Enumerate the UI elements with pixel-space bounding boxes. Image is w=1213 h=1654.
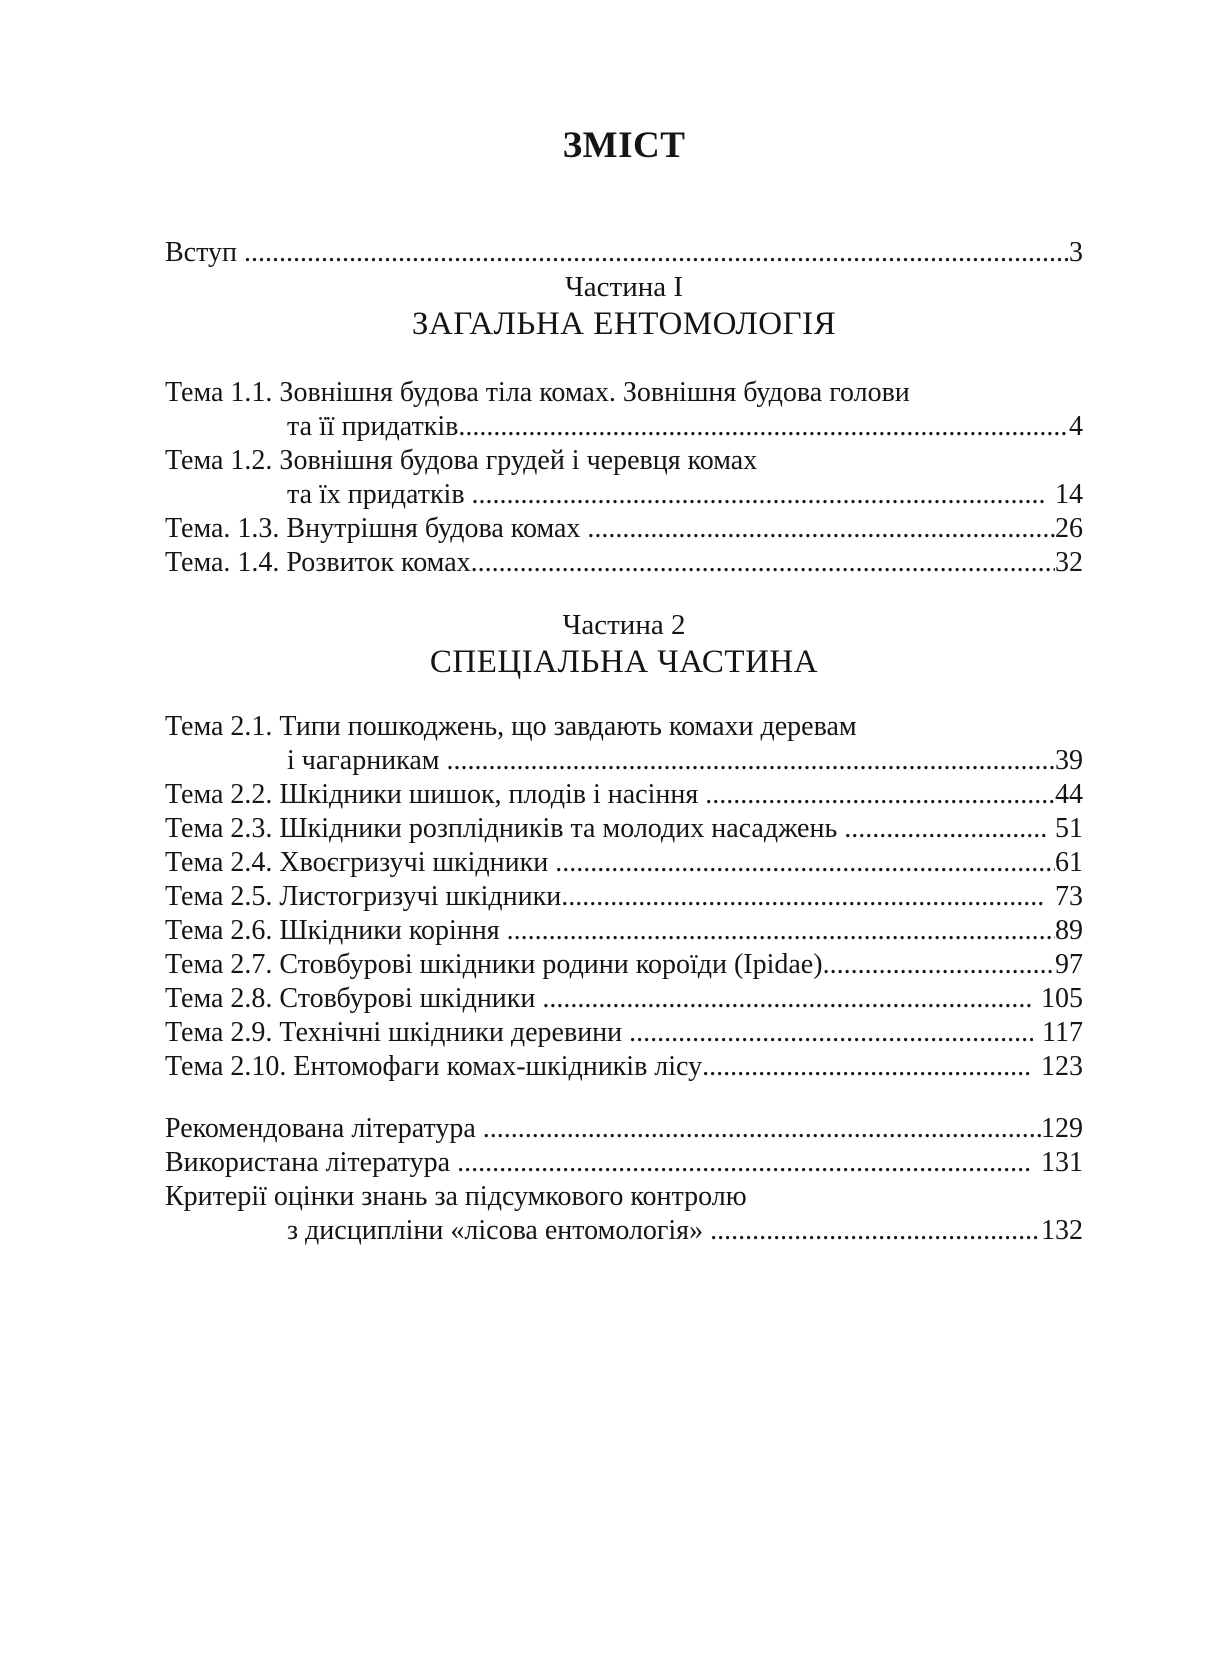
dot-leader bbox=[587, 512, 1055, 546]
toc-entry bbox=[165, 410, 1083, 444]
dot-leader bbox=[629, 1016, 1033, 1050]
spacer bbox=[165, 1084, 1083, 1112]
toc-entry bbox=[165, 948, 1083, 982]
dot-leader bbox=[844, 812, 1046, 846]
page-number: 32 bbox=[1055, 547, 1083, 578]
toc-entry bbox=[165, 744, 1083, 778]
toc-entry bbox=[165, 512, 1083, 546]
toc-entry-text: Тема. 1.3. Внутрішня будова комах bbox=[165, 513, 588, 544]
toc-entry bbox=[165, 546, 1083, 580]
section-heading: СПЕЦІАЛЬНА ЧАСТИНА bbox=[429, 644, 819, 680]
page-number: 3 bbox=[1069, 237, 1083, 268]
toc-entry-text: з дисципліни «лісова ентомологія» bbox=[287, 1215, 711, 1246]
toc-entry-line: Критерії оцінки знань за підсумкового контролю bbox=[165, 1181, 747, 1212]
page-number: 26 bbox=[1055, 513, 1083, 544]
toc-entry bbox=[165, 1214, 1083, 1248]
toc-entry bbox=[165, 982, 1083, 1016]
spacer bbox=[165, 344, 1083, 376]
page-number: 4 bbox=[1069, 411, 1083, 442]
toc-entry bbox=[165, 846, 1083, 880]
toc-entry-text: Тема. 1.4. Розвиток комах bbox=[165, 547, 471, 578]
dot-leader bbox=[702, 1050, 1032, 1084]
page-number: 61 bbox=[1055, 847, 1083, 878]
toc-content bbox=[165, 126, 1083, 1248]
toc-entry-text: Тема 2.2. Шкідники шишок, плодів і насіння bbox=[165, 779, 706, 810]
spacer bbox=[165, 682, 1083, 710]
toc-entry-line: Тема 1.2. Зовнішня будова грудей і черевця комах bbox=[165, 445, 758, 476]
page-number: 44 bbox=[1055, 779, 1083, 810]
toc-entry bbox=[165, 1112, 1083, 1146]
page-number: 51 bbox=[1055, 813, 1083, 844]
page-number: 89 bbox=[1055, 915, 1083, 946]
toc-entry-text: Тема 2.8. Стовбурові шкідники bbox=[165, 983, 543, 1014]
toc-entry-text: Тема 2.7. Стовбурові шкідники родини короїди (Ipidae) bbox=[165, 949, 823, 980]
toc-entry bbox=[165, 778, 1083, 812]
dot-leader bbox=[244, 236, 1069, 270]
toc-entry-text: та її придатків bbox=[287, 411, 459, 442]
toc-entry-text: та їх придатків bbox=[287, 479, 472, 510]
dot-leader bbox=[471, 546, 1055, 580]
toc-entry bbox=[165, 812, 1083, 846]
section-heading: ЗАГАЛЬНА ЕНТОМОЛОГІЯ bbox=[411, 306, 837, 342]
dot-leader bbox=[542, 982, 1032, 1016]
toc-entry-text: Вступ bbox=[165, 237, 244, 268]
toc-entry-text: Тема 2.4. Хвоєгризучі шкідники bbox=[165, 847, 556, 878]
toc-entry-text: Тема 2.9. Технічні шкідники деревини bbox=[165, 1017, 630, 1048]
toc-entry-text: Рекомендована література bbox=[165, 1113, 483, 1144]
toc-entry-text: Використана література bbox=[165, 1147, 458, 1178]
page-number: 39 bbox=[1055, 745, 1083, 776]
toc-title: ЗМІСТ bbox=[562, 125, 686, 166]
toc-entry-text: Тема 2.10. Ентомофаги комах-шкідників лісу bbox=[165, 1051, 703, 1082]
spacer bbox=[165, 580, 1083, 608]
dot-leader bbox=[507, 914, 1055, 948]
section-heading: Частина 2 bbox=[562, 609, 686, 641]
toc-entry-text: Тема 2.3. Шкідники розплідників та молодих насаджень bbox=[165, 813, 845, 844]
page-number: 129 bbox=[1041, 1113, 1083, 1144]
dot-leader bbox=[710, 1214, 1041, 1248]
section-heading: Частина I bbox=[564, 271, 684, 303]
dot-leader bbox=[705, 778, 1055, 812]
toc-entry bbox=[165, 1016, 1083, 1050]
toc-entry bbox=[165, 236, 1083, 270]
toc-entry-text: Тема 2.6. Шкідники коріння bbox=[165, 915, 507, 946]
page-number: 123 bbox=[1041, 1051, 1083, 1082]
toc-entry bbox=[165, 1146, 1083, 1180]
dot-leader bbox=[472, 478, 1046, 512]
dot-leader bbox=[555, 846, 1055, 880]
toc-entry-text: і чагарникам bbox=[287, 745, 447, 776]
toc-list bbox=[165, 236, 1083, 1248]
page-number: 105 bbox=[1041, 983, 1083, 1014]
page-number: 97 bbox=[1055, 949, 1083, 980]
page-number: 131 bbox=[1041, 1147, 1083, 1178]
dot-leader bbox=[447, 744, 1056, 778]
page-number: 132 bbox=[1041, 1215, 1083, 1246]
dot-leader bbox=[561, 880, 1046, 914]
dot-leader bbox=[457, 1146, 1032, 1180]
toc-entry bbox=[165, 914, 1083, 948]
page-number: 117 bbox=[1042, 1017, 1083, 1048]
page-number: 73 bbox=[1055, 881, 1083, 912]
dot-leader bbox=[483, 1112, 1041, 1146]
toc-entry bbox=[165, 1050, 1083, 1084]
toc-entry bbox=[165, 880, 1083, 914]
page-number: 14 bbox=[1055, 479, 1083, 510]
dot-leader bbox=[823, 948, 1055, 982]
dot-leader bbox=[458, 410, 1069, 444]
toc-entry-line: Тема 2.1. Типи пошкоджень, що завдають комахи деревам bbox=[165, 711, 857, 742]
toc-entry-text: Тема 2.5. Листогризучі шкідники bbox=[165, 881, 562, 912]
toc-entry bbox=[165, 478, 1083, 512]
toc-entry-line: Тема 1.1. Зовнішня будова тіла комах. Зовнішня будова голови bbox=[165, 377, 910, 408]
